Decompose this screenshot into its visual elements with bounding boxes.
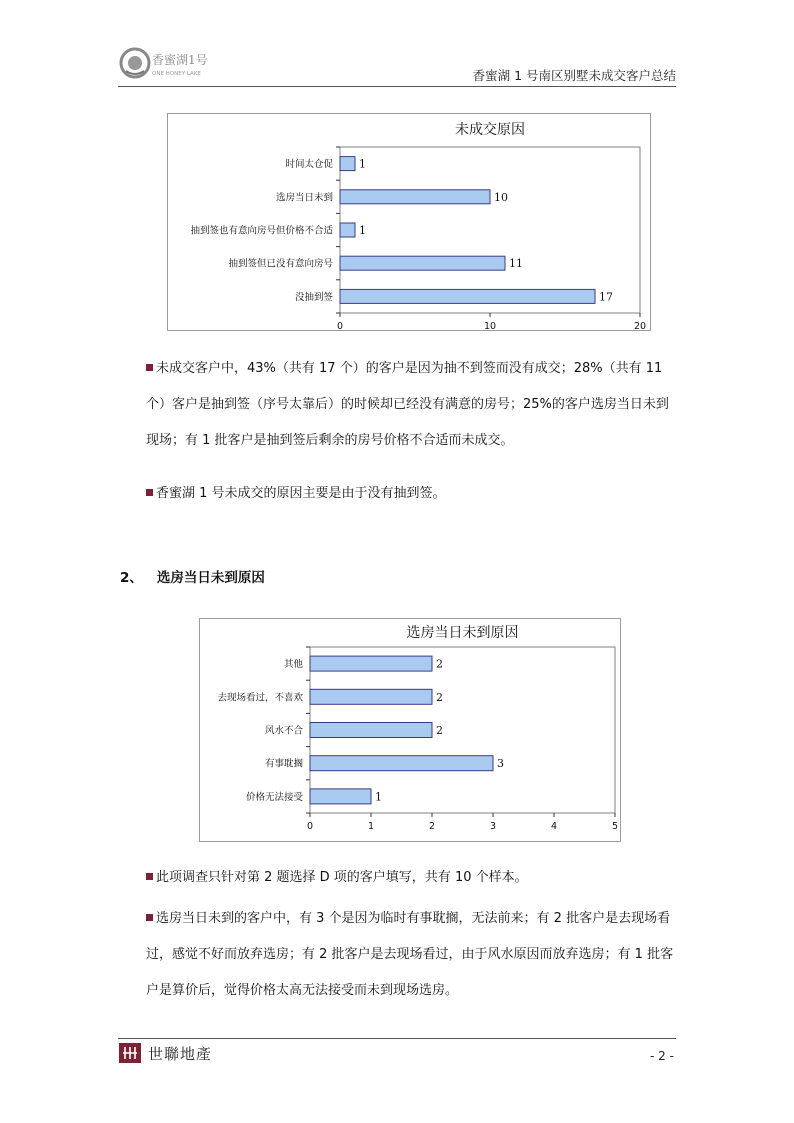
category-label: 选房当日未到 [275,192,333,204]
paragraph-unsold-summary [146,351,678,459]
category-label: 其他 [283,659,303,671]
bar [310,689,432,704]
header-logo [118,44,218,82]
category-label: 时间太仓促 [285,159,333,171]
data-label: 11 [509,257,523,271]
paragraph-main-reason [146,476,678,512]
bullet-icon [146,873,153,880]
x-tick-label: 3 [489,821,497,832]
bullet-icon [146,364,153,371]
bar [340,157,355,171]
category-label: 抽到签也有意向房号但价格不合适 [190,225,333,237]
x-tick-label: 0 [306,821,314,832]
data-label: 3 [497,757,504,771]
chart-unsold-reasons [167,113,651,331]
chart-absent-reasons-svg [200,619,620,841]
bar [310,756,493,771]
bar [310,789,371,804]
data-label: 2 [436,657,443,671]
data-label: 1 [375,790,382,804]
bar [310,656,432,671]
bullet-icon [146,914,153,921]
category-label: 去现场看过，不喜欢 [217,692,303,704]
chart-title: 选房当日未到原因 [406,625,519,641]
company-emblem-icon [118,1042,142,1064]
x-tick-label: 20 [633,321,647,330]
bar [340,190,490,204]
section-title: 选房当日未到原因 [156,570,265,586]
chart-absent-reasons [199,618,621,842]
x-tick-label: 5 [611,821,619,832]
bar [340,223,355,237]
section-number: 2、 [120,570,143,586]
data-label: 1 [359,157,366,171]
paragraph-survey-note [146,860,678,896]
header-divider [118,86,676,87]
x-tick-label: 0 [336,321,344,330]
data-label: 2 [436,724,443,737]
x-tick-label: 10 [483,321,497,330]
lake-emblem-icon [118,44,218,82]
category-label: 价格无法接受 [245,791,303,803]
paragraph-text: 未成交客户中，43%（共有 17 个）的客户是因为抽不到签而没有成交；28%（共有 11 个）客户是抽到签（序号太靠后）的时候却已经没有满意的房号；25%的客户选房当日未到现场；有 1 批客户是抽到签后剩余的房号价格不合适而未成交。 [146,361,669,448]
data-label: 1 [359,224,366,237]
bar [340,289,595,303]
category-label: 抽到签但已没有意向房号 [228,258,333,270]
paragraph-text: 选房当日未到的客户中，有 3 个是因为临时有事耽搁，无法前来；有 2 批客户是去现场看过，感觉不好而放弃选房；有 2 批客户是去现场看过，由于风水原因而放弃选房；有 1 批客户是算价后，觉得价格太高无法接受而未到现场选房。 [146,911,674,998]
paragraph-absent-summary [146,901,678,1009]
category-label: 风水不合 [264,725,303,737]
footer-divider [118,1038,676,1039]
category-label: 没抽到签 [294,291,333,303]
bar [340,256,505,270]
paragraph-text: 香蜜湖 1 号未成交的原因主要是由于没有抽到签。 [156,486,446,501]
x-tick-label: 2 [428,821,436,832]
document-header-title: 香蜜湖 1 号南区别墅未成交客户总结 [472,68,676,83]
chart-unsold-reasons-svg [168,114,650,330]
data-label: 17 [599,290,613,304]
paragraph-text: 此项调查只针对第 2 题选择 D 项的客户填写，共有 10 个样本。 [156,870,528,885]
bullet-icon [146,489,153,496]
section-heading [120,566,265,586]
chart-title: 未成交原因 [455,122,525,138]
data-label: 10 [494,190,508,204]
footer-logo [118,1042,213,1068]
footer-logo-text: 世聯地產 [148,1045,213,1063]
header-logo-text: 香蜜湖1号 [152,53,208,67]
x-tick-label: 1 [367,821,375,832]
header-logo-subtext: ONE HONEY LAKE [152,71,201,77]
page-number: - 2 - [650,1049,674,1063]
category-label: 有事耽搁 [264,758,303,770]
plot-area [340,147,640,313]
data-label: 2 [436,690,443,704]
x-tick-label: 4 [550,821,558,832]
bar [310,723,432,738]
